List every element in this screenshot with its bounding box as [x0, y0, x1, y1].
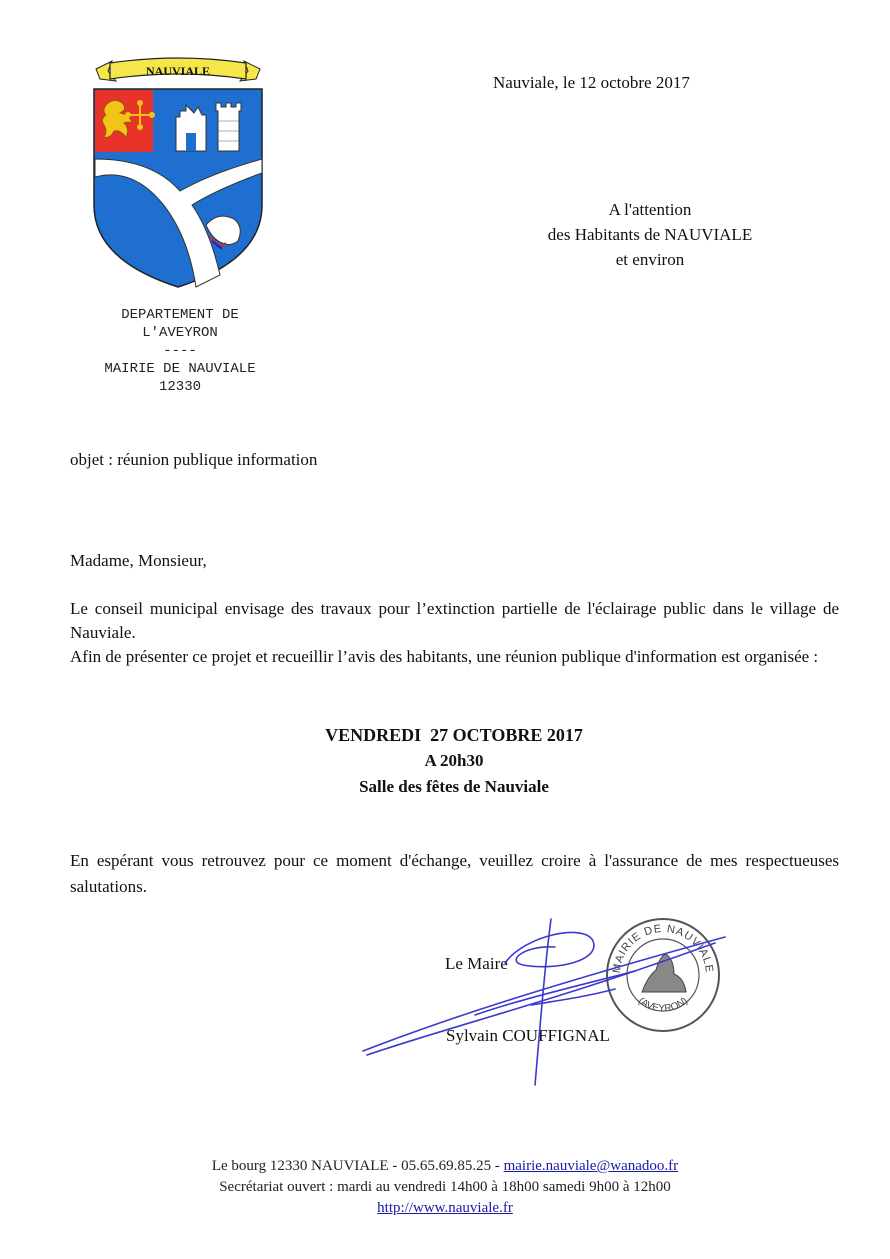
footer-hours: Secrétariat ouvert : mardi au vendredi 14h00 à 18h00 samedi 9h00 à 12h00	[219, 1179, 671, 1195]
recipient-line-3: et environ	[615, 250, 685, 269]
event-place: Salle des fêtes de Nauviale	[359, 777, 549, 796]
signatory-role: Le Maire	[445, 954, 508, 973]
website-link[interactable]: http://www.nauviale.fr	[377, 1200, 513, 1216]
letterhead-separator: ----	[163, 343, 197, 359]
body-paragraph-1: Le conseil municipal envisage des travaux pour l’extinction partielle de l'éclairage public dans le village de Nauviale.	[70, 599, 839, 642]
letter-subject: objet : réunion publique information	[70, 450, 318, 469]
recipient-line-1: A l'attention	[608, 200, 692, 219]
email-link[interactable]: mairie.nauviale@wanadoo.fr	[503, 1158, 679, 1174]
event-time: A 20h30	[424, 751, 484, 770]
department-line-2: L'AVEYRON	[142, 325, 218, 341]
mayor-signature	[355, 905, 735, 1095]
signatory-name: Sylvain COUFFIGNAL	[446, 1026, 610, 1045]
salutation: Madame, Monsieur,	[70, 551, 207, 570]
event-details	[190, 722, 718, 800]
coat-of-arms-logo	[92, 55, 264, 291]
closing-paragraph: En espérant vous retrouvez pour ce moment d'échange, veuillez croire à l'assurance de mes respectueuses salutations.	[70, 851, 839, 896]
recipient-block	[500, 197, 800, 272]
stamp-bottom-text: (AVEYRON)	[635, 995, 691, 1015]
stamp-top-text: MAIRIE DE NAUVIALE	[610, 922, 716, 974]
footer-line-1	[120, 1156, 770, 1177]
banner-text: NAUVIALE	[145, 64, 211, 78]
letter-date: Nauviale, le 12 octobre 2017	[493, 73, 690, 92]
footer-address: Le bourg 12330 NAUVIALE - 05.65.69.85.25 -	[211, 1158, 504, 1174]
department-line-1: DEPARTEMENT DE	[121, 307, 239, 323]
event-date: VENDREDI 27 OCTOBRE 2017	[325, 725, 583, 745]
mairie-postcode: 12330	[158, 379, 201, 395]
mairie-name: MAIRIE DE NAUVIALE	[104, 361, 256, 377]
footer-contact	[120, 1156, 770, 1219]
letterhead-department	[60, 306, 300, 396]
recipient-line-2: des Habitants de NAUVIALE	[547, 225, 753, 244]
body-paragraph-2: Afin de présenter ce projet et recueillir l’avis des habitants, une réunion publique d'information est organisée :	[70, 647, 819, 666]
letter-body	[70, 597, 839, 669]
